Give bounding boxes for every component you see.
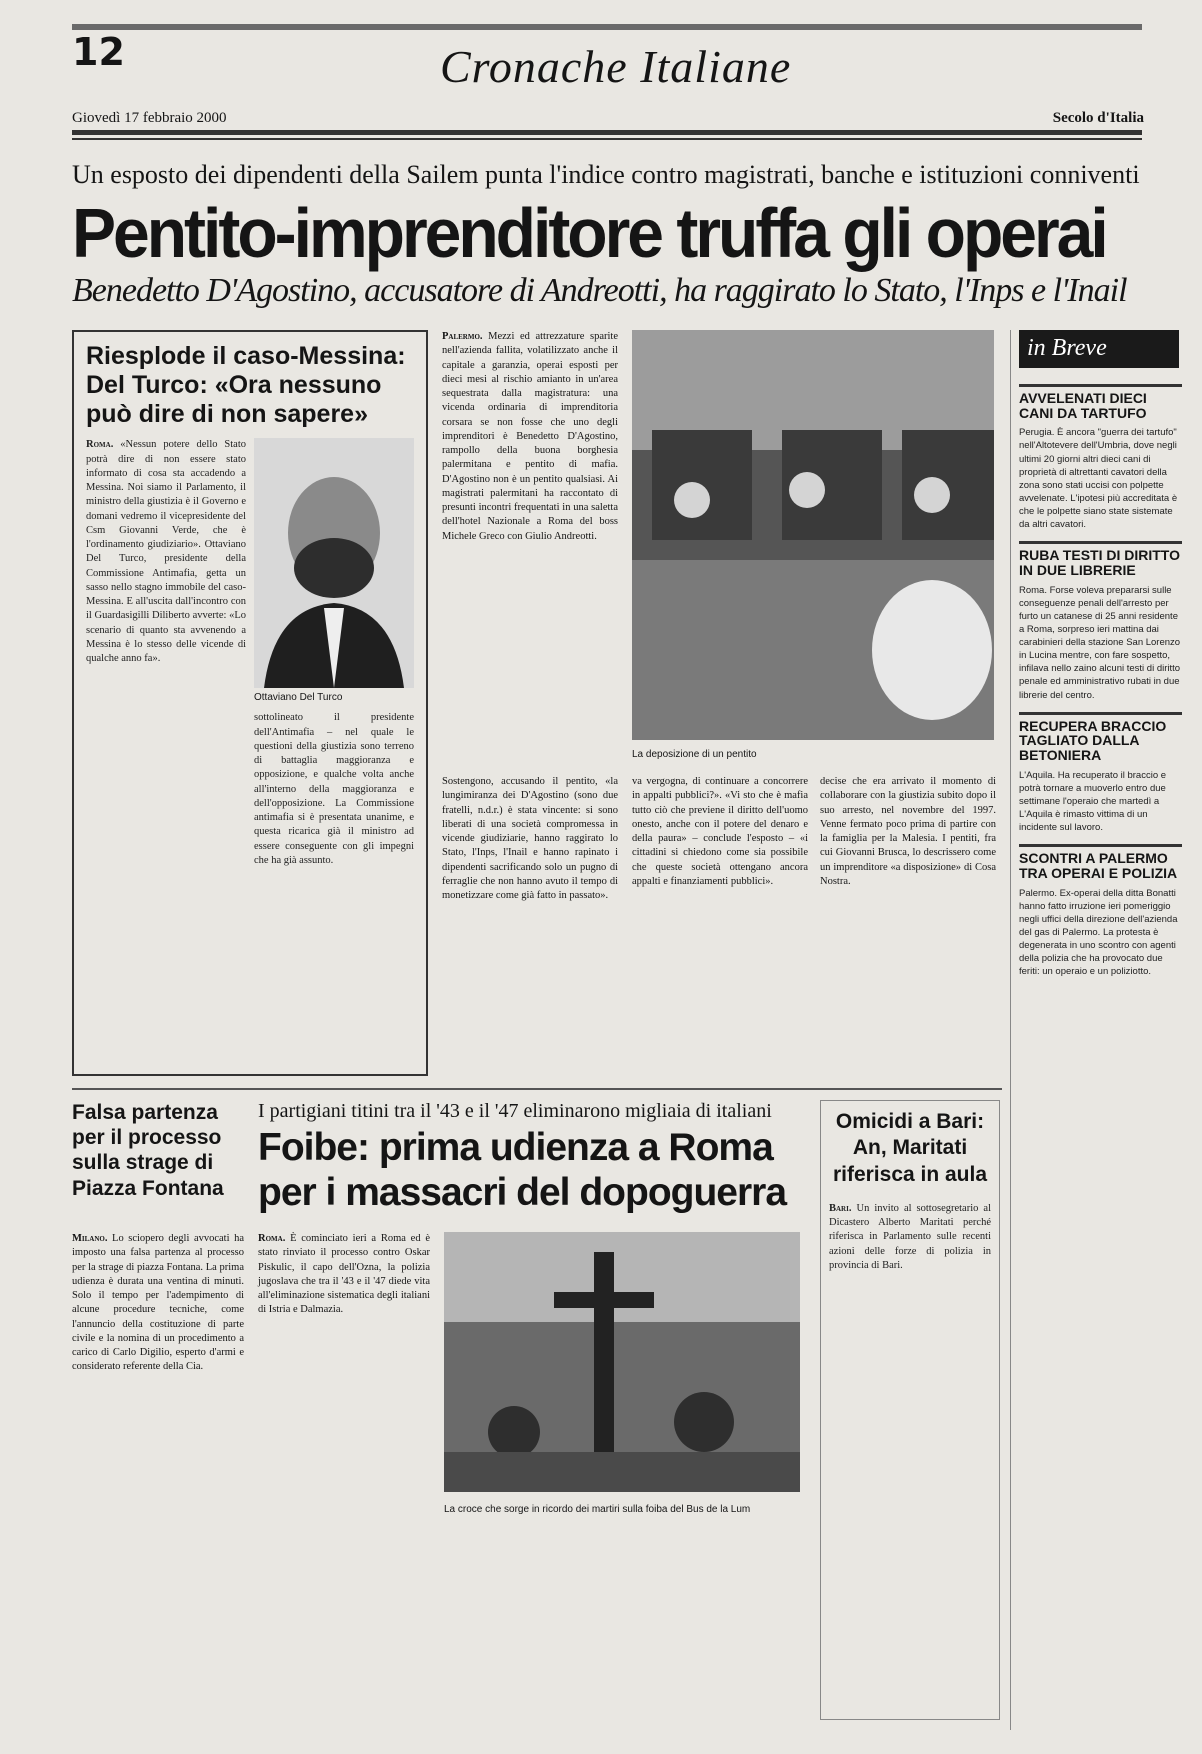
foibe-overline: I partigiani titini tra il '43 e il '47 eliminarono migliaia di italiani	[258, 1100, 772, 1122]
main-col-4: decise che era arrivato il momento di collaborare con la giustizia subito dopo il suo arresto, nel novembre del 1997. Venne fermato poco prima di partire con la famiglia per la Malesia. I pentiti, fra cui Giovanni Brusca, lo descrissero come un imprenditore «a disposizione» di Cosa Nostra.	[820, 776, 996, 887]
box-dateline: Roma.	[86, 439, 114, 451]
pentito-photo	[632, 330, 994, 740]
main-subheadline: Benedetto D'Agostino, accusatore di Andreotti, ha raggirato lo Stato, l'Inps e l'Inail	[72, 272, 1127, 309]
in-breve-logo	[1019, 330, 1179, 368]
fontana-text-body: Lo sciopero degli avvocati ha imposto una falsa partenza al processo per la strage di piazza Fontana. La prima udienza è durata una ventina di minuti. Solo il tempo per l'adempimento di alcune procedure tecniche, come l'annuncio della costituzione di parte civile e la nomina di un procedimento a carico di Carlo Digilio, esperto d'armi e considerato referente della Cia.	[72, 1233, 244, 1373]
lower-rule	[72, 1088, 1002, 1090]
brief-title-3: RECUPERA BRACCIO TAGLIATO DALLA BETONIERA	[1019, 712, 1182, 763]
omicidi-dateline: Bari.	[829, 1202, 852, 1214]
del-turco-photo	[254, 438, 414, 688]
cross-illustration	[444, 1232, 800, 1492]
foibe-text	[258, 1232, 430, 1318]
omicidi-headline: Omicidi a Bari: An, Maritati riferisca in aula	[832, 1110, 988, 1186]
brief-title-2: RUBA TESTI DI DIRITTO IN DUE LIBRERIE	[1019, 541, 1182, 577]
page-number: 12	[72, 30, 125, 74]
fontana-headline: Falsa partenza per il processo sulla strage di Piazza Fontana	[72, 1101, 224, 1200]
portrait-illustration	[254, 438, 414, 688]
brief-text-2: Roma. Forse voleva prepararsi sulle conseguenze penali dell'arresto per furto un catanese di 25 anni residente a Roma, sorpreso ieri mattina dai carabinieri della stazione San Lorenzo in Lucina mentre, con fare sospetto, infilava nello zaino alcuni testi di diritto penale ed amministrativo rubati in due librerie del centro.	[1019, 584, 1181, 701]
foibe-text-body: È cominciato ieri a Roma ed è stato rinviato il processo contro Oskar Piskulic, il capo dell'Ozna, la polizia jugoslava che tra il '43 e il '47 diede vita all'eliminazione sistematica degli italiani di Istria e Dalmazia.	[258, 1233, 431, 1316]
main-col-3: va vergogna, di continuare a concorrere in appalti pubblici?». «Vi sto che è mafia tutto ciò che previene il diritto dell'uomo onesto, anche con il potere del denaro e della paura» – conclude l'esposto – «i cittadini si chiedono come sia possibile che queste società ottengano ancora appalti e finanziamenti pubblici».	[632, 776, 808, 887]
omicidi-text	[829, 1202, 991, 1273]
brief-text-3: L'Aquila. Ha recuperato il braccio e potrà tornare a muoverlo entro due settimane l'operaio che martedì a L'Aquila è rimasto vittima di un incidente sul lavoro.	[1019, 769, 1167, 834]
foibe-dateline: Roma.	[258, 1233, 286, 1244]
main-overline: Un esposto dei dipendenti della Sailem punta l'indice contro magistrati, banche e istituzioni conniventi	[72, 160, 1140, 189]
header-rule-thin	[72, 138, 1142, 140]
fontana-dateline: Milano.	[72, 1233, 108, 1244]
date-line: Giovedì 17 febbraio 2000	[72, 110, 227, 126]
courtroom-illustration	[632, 330, 994, 740]
pentito-photo-caption: La deposizione di un pentito	[632, 749, 757, 760]
main-col-1	[442, 330, 618, 544]
main-headline: Pentito-imprenditore truffa gli operai	[72, 194, 1106, 272]
box-headline: Riesplode il caso-Messina: Del Turco: «Ora nessuno può dire di non sapere»	[86, 342, 406, 428]
brief-title-1: AVVELENATI DIECI CANI DA TARTUFO	[1019, 384, 1182, 420]
section-title: Cronache Italiane	[440, 41, 792, 92]
box-text-body: «Nessun potere dello Stato potrà dire di non essere stato informato di cosa sta accadendo a Messina. Noi siamo il Parlamento, il ministro della giustizia è il Governo e domani vedremo il vicepresidente del Csm Giovanni Verde, che è l'ordinamento giudiziario». Ottaviano Del Turco, presidente della Commissione Antimafia, getta un sasso nello stagno immobile del caso-Messina. E all'uscita dall'incontro con il Guardasigilli Diliberto avverte: «Lo scenario di quanto sta avvenendo a Messina è lo stesso delle vicende di qualche anno fa».	[86, 439, 246, 665]
publication-name: Secolo d'Italia	[1052, 110, 1144, 126]
box-photo-caption: Ottaviano Del Turco	[254, 692, 343, 704]
brief-text-4: Palermo. Ex-operai della ditta Bonatti hanno fatto irruzione ieri pomeriggio negli uffici della direzione dell'azienda del gas di Palermo. La protesta è degenerata in uno scontro con agenti della polizia che ha provocato due feriti: un operaio e un poliziotto.	[1019, 887, 1178, 978]
foiba-photo-caption: La croce che sorge in ricordo dei martiri sulla foiba del Bus de la Lum	[444, 1504, 751, 1515]
main-col-1-text: Mezzi ed attrezzature sparite nell'azienda fallita, volatilizzato anche il capitale a garanzia, operai esposti per dieci mesi al rischio amianto in un'area sequestrata dalla magistratura: una vicenda ordinaria di imprenditoria corsara se non fosse che uno degli imprenditori è Benedetto D'Agostino, rampollo della buona borghesia palermitana e pentito di mafia. D'Agostino non è un pentito qualsiasi. Ai magistrati palermitani ha raccontato di presunti incontri frequentati in una saletta dell'hotel Nazionale a Roma del boss Michele Greco con Giulio Andreotti.	[442, 331, 619, 542]
box-text	[86, 438, 246, 868]
brief-title-4: SCONTRI A PALERMO TRA OPERAI E POLIZIA	[1019, 844, 1182, 880]
foibe-headline: Foibe: prima udienza a Roma per i massacri del dopoguerra	[258, 1126, 787, 1214]
fontana-text	[72, 1232, 244, 1375]
brief-text-1: Perugia. È ancora "guerra dei tartufo" nell'Altotevere dell'Umbria, dove negli ultimi 20 giorni altri dieci cani di proprietà di altrettanti cavatori della zona sono stati uccisi con polpette avvelenate. L'ipotesi più accreditata è che le polpette siano state sistemate da altri cavatori.	[1019, 427, 1178, 531]
omicidi-text-body: Un invito al sottosegretario al Dicastero Alberto Maritati perché riferisca in Parlamento sulle recenti azioni delle forze di polizia in provincia di Bari.	[829, 1202, 991, 1271]
top-rule	[72, 24, 1142, 30]
main-col-2: Sostengono, accusando il pentito, «la lungimiranza dei D'Agostino (sono due fratelli, n.d.r.) è stata vincente: si sono liberati di una società compromessa in vicende giudiziarie, hanno raggirato lo Stato, l'Inps, l'Inail e hanno rapinato i dipendenti sacrificando solo un pugno di ferraglie che non hanno avuto il tempo di monetizzare come già fatto in passato».	[442, 776, 618, 902]
box-text-continued: sottolineato il presidente dell'Antimafia – nel quale le questioni della giustizia sono terreno di battaglia maggioranza e opposizione, e qualche volta anche all'interno della maggioranza e dell'opposizione. La Commissione antimafia si è presentata unanime, e questa ricarica già il ministro ad essere conseguente con gli impegni che ha già assunto.	[254, 712, 414, 866]
box-story	[72, 330, 428, 1076]
in-breve-label: in Breve	[1027, 335, 1107, 361]
in-breve-sidebar	[1010, 330, 1182, 1730]
main-dateline: Palermo.	[442, 331, 483, 342]
header-rule	[72, 130, 1142, 135]
foiba-cross-photo	[444, 1232, 800, 1492]
omicidi-box	[820, 1100, 1000, 1720]
